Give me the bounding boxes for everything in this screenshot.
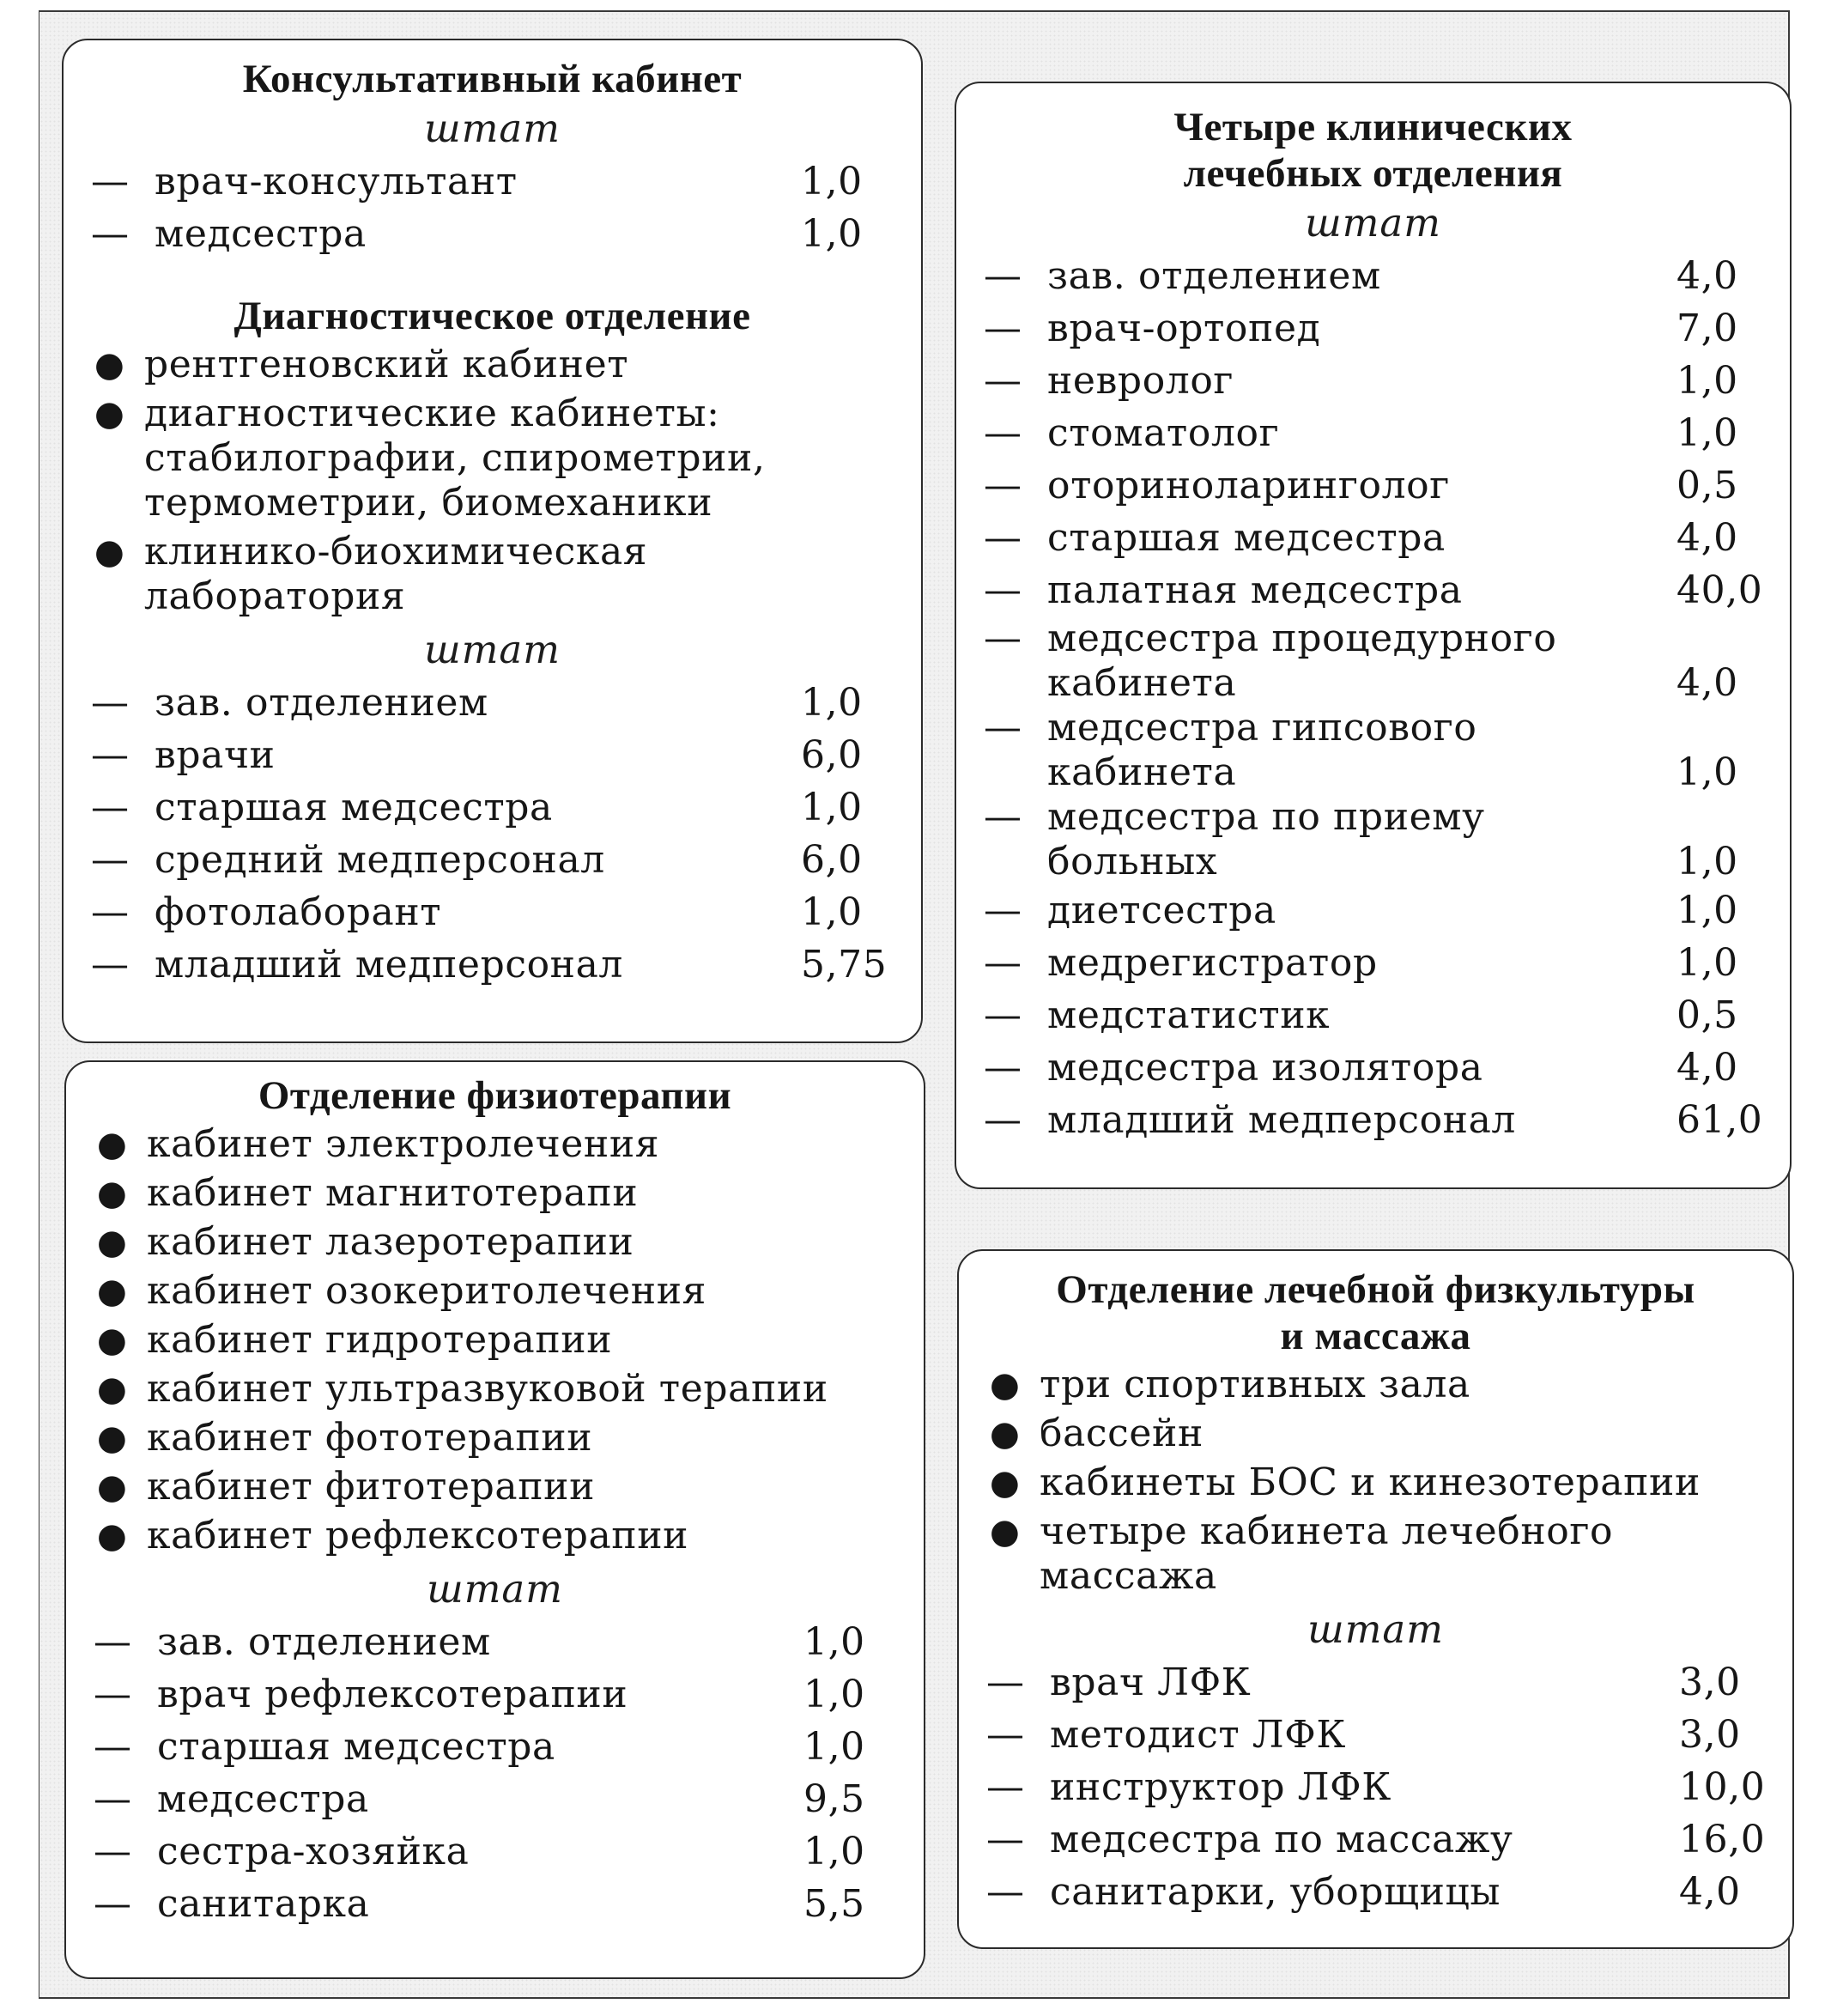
staff-count: 1,0 xyxy=(801,160,863,203)
box-clinical xyxy=(955,82,1792,1189)
staff-row xyxy=(94,1616,896,1668)
staff-role: врач рефлексотерапии xyxy=(157,1673,628,1716)
facility-item xyxy=(91,530,894,619)
staff-count: 1,0 xyxy=(801,786,863,829)
staff-role: старшая медсестра xyxy=(1047,516,1446,560)
bullet-icon: ● xyxy=(94,532,125,572)
staff-role: младший медперсонал xyxy=(1047,1098,1516,1142)
staff-role-line: медсестра гипсового xyxy=(1047,706,1477,750)
staff-row xyxy=(94,1878,896,1930)
staff-role: методист ЛФК xyxy=(1050,1713,1346,1757)
dash-icon: — xyxy=(984,616,1022,660)
dash-icon: — xyxy=(984,516,1022,560)
dash-icon: — xyxy=(91,890,130,934)
dash-icon: — xyxy=(986,1713,1025,1757)
facility-label: кабинет рефлексотерапии xyxy=(147,1514,689,1558)
dash-icon: — xyxy=(986,1765,1025,1809)
staff-row xyxy=(986,1866,1765,1918)
staff-role: фотолаборант xyxy=(155,890,442,934)
staff-count: 1,0 xyxy=(801,681,863,725)
facility-item xyxy=(986,1460,1765,1505)
staff-role: врачи xyxy=(155,733,276,777)
staff-role: медсестра по массажу xyxy=(1050,1818,1513,1861)
bullet-icon: ● xyxy=(990,1512,1021,1551)
staff-row xyxy=(984,512,1762,564)
staff-count: 3,0 xyxy=(1679,1661,1741,1704)
dash-icon: — xyxy=(91,943,130,987)
staff-count: 1,0 xyxy=(1676,750,1738,794)
staff-row xyxy=(94,1825,896,1878)
staff-count: 3,0 xyxy=(1679,1713,1741,1757)
box-lfk xyxy=(957,1249,1794,1949)
facility-item xyxy=(94,1465,896,1509)
staff-count: 61,0 xyxy=(1676,1098,1763,1142)
staff-role xyxy=(1047,706,1676,795)
physio-facility-list xyxy=(94,1122,896,1558)
dash-icon: — xyxy=(94,1725,132,1769)
staff-role-line: больных xyxy=(1047,840,1218,884)
staff-role xyxy=(1047,795,1676,884)
dash-icon: — xyxy=(984,568,1022,612)
consult-title: Консультативный кабинет xyxy=(242,57,743,101)
facility-label: три спортивных зала xyxy=(1040,1363,1470,1406)
staff-count: 4,0 xyxy=(1676,661,1738,705)
staff-role: средний медперсонал xyxy=(155,838,605,882)
staff-role: врач-консультант xyxy=(155,160,518,203)
dash-icon: — xyxy=(91,160,130,203)
consult-staff-label: штат xyxy=(424,106,561,151)
staff-row xyxy=(986,1761,1765,1813)
facility-label: кабинет магнитотерапи xyxy=(147,1171,639,1215)
dash-icon: — xyxy=(94,1673,132,1716)
staff-role: зав. отделением xyxy=(155,681,488,725)
staff-row xyxy=(91,834,894,886)
lfk-title-line1: Отделение лечебной физкультуры xyxy=(1056,1267,1695,1312)
dash-icon: — xyxy=(94,1777,132,1821)
dash-icon: — xyxy=(984,993,1022,1037)
diagnostic-staff-list xyxy=(91,677,894,991)
bullet-icon: ● xyxy=(97,1321,128,1360)
bullet-icon: ● xyxy=(97,1516,128,1556)
diagnostic-staff-label: штат xyxy=(424,627,561,672)
staff-row xyxy=(984,459,1762,512)
consult-staff-list xyxy=(91,155,894,260)
dash-icon: — xyxy=(91,681,130,725)
staff-row xyxy=(984,564,1762,616)
staff-role: медсестра изолятора xyxy=(1047,1046,1483,1090)
facility-item xyxy=(986,1412,1765,1456)
bullet-icon: ● xyxy=(97,1174,128,1213)
staff-row xyxy=(94,1773,896,1825)
staff-role-line: кабинета xyxy=(1047,750,1237,794)
staff-count: 1,0 xyxy=(803,1830,865,1873)
staff-row xyxy=(984,706,1762,795)
facility-item xyxy=(94,1122,896,1167)
physio-title: Отделение физиотерапии xyxy=(258,1073,732,1118)
dash-icon: — xyxy=(984,1098,1022,1142)
clinical-title-line1: Четыре клинических xyxy=(1173,105,1573,149)
facility-label: кабинет озокеритолечения xyxy=(147,1269,707,1313)
staff-row xyxy=(91,886,894,938)
staff-role-line: кабинета xyxy=(1047,661,1237,705)
lfk-facility-list xyxy=(986,1363,1765,1599)
facility-label: бассейн xyxy=(1040,1412,1204,1455)
facility-item xyxy=(986,1509,1765,1599)
facility-item xyxy=(94,1416,896,1460)
staff-role xyxy=(1047,616,1676,706)
dash-icon: — xyxy=(984,254,1022,298)
staff-row xyxy=(984,1094,1762,1146)
staff-role: санитарка xyxy=(157,1882,370,1926)
staff-count: 9,5 xyxy=(803,1777,865,1821)
staff-role: врач-ортопед xyxy=(1047,307,1321,350)
staff-role: младший медперсонал xyxy=(155,943,623,987)
bullet-icon: ● xyxy=(990,1414,1021,1454)
bullet-icon: ● xyxy=(97,1125,128,1164)
facility-label: кабинет ультразвуковой терапии xyxy=(147,1367,828,1411)
dash-icon: — xyxy=(984,795,1022,839)
bullet-icon: ● xyxy=(97,1223,128,1262)
dash-icon: — xyxy=(984,706,1022,750)
dash-icon: — xyxy=(984,411,1022,455)
dash-icon: — xyxy=(984,941,1022,985)
staff-count: 1,0 xyxy=(803,1620,865,1664)
diagnostic-facility-list xyxy=(91,343,894,619)
bullet-icon: ● xyxy=(97,1418,128,1458)
staff-row xyxy=(984,884,1762,937)
staff-role: медсестра xyxy=(157,1777,369,1821)
facility-item xyxy=(94,1318,896,1363)
box-consult-diagnostic xyxy=(62,39,923,1043)
box-physio xyxy=(64,1060,925,1979)
clinical-staff-label: штат xyxy=(1305,200,1441,246)
staff-row xyxy=(984,407,1762,459)
bullet-icon: ● xyxy=(97,1272,128,1311)
staff-row xyxy=(986,1656,1765,1709)
dash-icon: — xyxy=(91,733,130,777)
staff-count: 5,5 xyxy=(803,1882,865,1926)
staff-row xyxy=(984,795,1762,884)
staff-role: диетсестра xyxy=(1047,889,1276,932)
facility-item xyxy=(986,1363,1765,1407)
facility-item xyxy=(94,1220,896,1265)
staff-role: оториноларинголог xyxy=(1047,464,1450,507)
staff-row xyxy=(984,1041,1762,1094)
bullet-icon: ● xyxy=(990,1365,1021,1405)
staff-row xyxy=(984,989,1762,1041)
staff-count: 1,0 xyxy=(1676,840,1738,884)
dash-icon: — xyxy=(94,1620,132,1664)
staff-count: 10,0 xyxy=(1679,1765,1766,1809)
staff-count: 4,0 xyxy=(1676,254,1738,298)
facility-item xyxy=(94,1269,896,1314)
staff-count: 16,0 xyxy=(1679,1818,1766,1861)
facility-item xyxy=(91,392,894,525)
staff-row xyxy=(984,616,1762,706)
staff-count: 1,0 xyxy=(1676,411,1738,455)
dash-icon: — xyxy=(986,1661,1025,1704)
facility-label: кабинет фототерапии xyxy=(147,1416,593,1460)
staff-role: старшая медсестра xyxy=(155,786,553,829)
staff-row xyxy=(984,355,1762,407)
clinical-title-line2: лечебных отделения xyxy=(1183,151,1563,196)
staff-role: врач ЛФК xyxy=(1050,1661,1252,1704)
dash-icon: — xyxy=(984,464,1022,507)
bullet-icon: ● xyxy=(97,1369,128,1409)
staff-count: 1,0 xyxy=(1676,889,1738,932)
facility-label: диагностические кабинеты: стабилографии, спирометрии, термометрии, биомеханики xyxy=(144,392,766,525)
staff-row xyxy=(986,1813,1765,1866)
facility-label: кабинет электролечения xyxy=(147,1122,660,1166)
dash-icon: — xyxy=(94,1882,132,1926)
staff-role: медрегистратор xyxy=(1047,941,1378,985)
staff-role: зав. отделением xyxy=(157,1620,491,1664)
diagnostic-title: Диагностическое отделение xyxy=(233,294,751,338)
staff-count: 1,0 xyxy=(803,1725,865,1769)
staff-count: 6,0 xyxy=(801,838,863,882)
facility-item xyxy=(94,1367,896,1412)
staff-count: 5,75 xyxy=(801,943,888,987)
facility-item xyxy=(94,1514,896,1558)
staff-count: 4,0 xyxy=(1676,516,1738,560)
lfk-staff-label: штат xyxy=(1307,1606,1444,1652)
dash-icon: — xyxy=(91,786,130,829)
staff-count: 4,0 xyxy=(1679,1870,1741,1914)
staff-count: 40,0 xyxy=(1676,568,1763,612)
staff-row xyxy=(984,937,1762,989)
facility-label: кабинет лазеротерапии xyxy=(147,1220,634,1264)
staff-row xyxy=(91,938,894,991)
staff-row xyxy=(91,208,894,260)
staff-count: 1,0 xyxy=(801,890,863,934)
facility-label: рентгеновский кабинет xyxy=(144,343,629,386)
bullet-icon: ● xyxy=(94,345,125,385)
staff-role: палатная медсестра xyxy=(1047,568,1463,612)
staff-count: 1,0 xyxy=(1676,359,1738,403)
staff-role: инструктор ЛФК xyxy=(1050,1765,1391,1809)
dash-icon: — xyxy=(91,838,130,882)
staff-row xyxy=(984,302,1762,355)
dash-icon: — xyxy=(94,1830,132,1873)
staff-count: 0,5 xyxy=(1676,464,1738,507)
staff-row xyxy=(94,1721,896,1773)
dash-icon: — xyxy=(986,1870,1025,1914)
dash-icon: — xyxy=(986,1818,1025,1861)
staff-role: зав. отделением xyxy=(1047,254,1381,298)
bullet-icon: ● xyxy=(94,394,125,434)
staff-role: медстатистик xyxy=(1047,993,1331,1037)
staff-count: 1,0 xyxy=(803,1673,865,1716)
lfk-title-line2: и массажа xyxy=(1280,1314,1471,1358)
physio-staff-list xyxy=(94,1616,896,1930)
dash-icon: — xyxy=(984,889,1022,932)
bullet-icon: ● xyxy=(97,1467,128,1507)
staff-row xyxy=(94,1668,896,1721)
facility-item xyxy=(94,1171,896,1216)
dash-icon: — xyxy=(91,212,130,256)
staff-role-line: медсестра процедурного xyxy=(1047,616,1557,660)
facility-label: кабинет фитотерапии xyxy=(147,1465,595,1509)
staff-count: 1,0 xyxy=(1676,941,1738,985)
staff-role: невролог xyxy=(1047,359,1234,403)
dash-icon: — xyxy=(984,307,1022,350)
staff-role: сестра-хозяйка xyxy=(157,1830,470,1873)
clinical-staff-list xyxy=(984,250,1762,1146)
staff-count: 7,0 xyxy=(1676,307,1738,350)
facility-item xyxy=(91,343,894,387)
staff-row xyxy=(91,677,894,729)
dash-icon: — xyxy=(984,1046,1022,1090)
dash-icon: — xyxy=(984,359,1022,403)
facility-label: кабинет гидротерапии xyxy=(147,1318,613,1362)
bullet-icon: ● xyxy=(990,1463,1021,1503)
staff-role: медсестра xyxy=(155,212,367,256)
facility-label: клинико-биохимическая лаборатория xyxy=(144,530,648,618)
staff-row xyxy=(91,729,894,781)
staff-row xyxy=(91,155,894,208)
lfk-staff-list xyxy=(986,1656,1765,1918)
staff-row xyxy=(984,250,1762,302)
staff-role: стоматолог xyxy=(1047,411,1280,455)
staff-role-line: медсестра по приему xyxy=(1047,795,1485,839)
staff-role: санитарки, уборщицы xyxy=(1050,1870,1501,1914)
facility-label: четыре кабинета лечебного массажа xyxy=(1040,1509,1614,1598)
staff-count: 0,5 xyxy=(1676,993,1738,1037)
physio-staff-label: штат xyxy=(427,1566,563,1612)
staff-count: 1,0 xyxy=(801,212,863,256)
staff-count: 4,0 xyxy=(1676,1046,1738,1090)
staff-role: старшая медсестра xyxy=(157,1725,555,1769)
facility-label: кабинеты БОС и кинезотерапии xyxy=(1040,1460,1701,1504)
staff-count: 6,0 xyxy=(801,733,863,777)
staff-row xyxy=(91,781,894,834)
staff-row xyxy=(986,1709,1765,1761)
